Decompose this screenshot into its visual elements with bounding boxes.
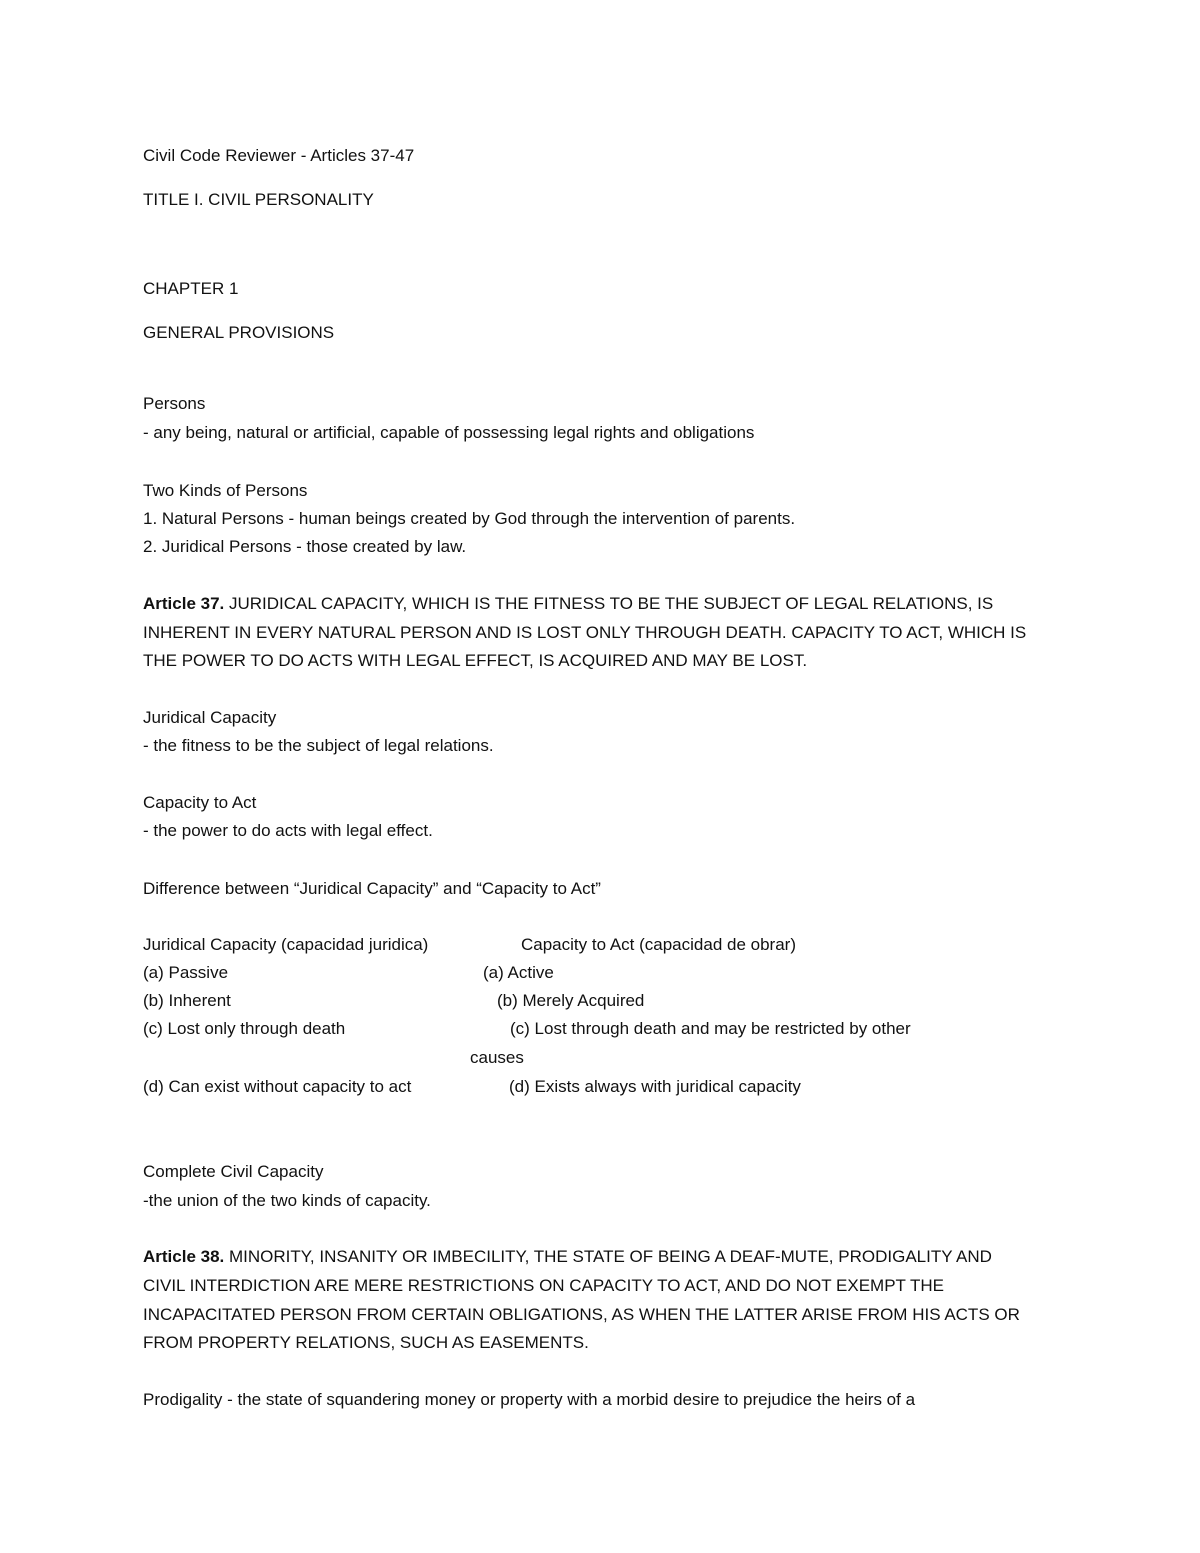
ccc-term: Complete Civil Capacity <box>143 1162 324 1181</box>
compare-right: causes <box>470 1048 524 1067</box>
prodigality-def: Prodigality - the state of squandering money or property with a morbid desire to prejudice the heirs of a <box>143 1390 916 1409</box>
art38-line: CIVIL INTERDICTION ARE MERE RESTRICTIONS ON CAPACITY TO ACT, AND DO NOT EXEMPT THE <box>143 1276 945 1295</box>
art37-line: Article 37. JURIDICAL CAPACITY, WHICH IS THE FITNESS TO BE THE SUBJECT OF LEGAL RELATIONS, IS <box>143 594 994 613</box>
kinds-item: 1. Natural Persons - human beings created by God through the intervention of parents. <box>143 509 796 528</box>
compare-right: (d) Exists always with juridical capacity <box>509 1077 801 1096</box>
art38-line: INCAPACITATED PERSON FROM CERTAIN OBLIGATIONS, AS WHEN THE LATTER ARISE FROM HIS ACTS OR <box>143 1305 1020 1324</box>
kinds-item: 2. Juridical Persons - those created by law. <box>143 537 467 556</box>
art38-line: FROM PROPERTY RELATIONS, SUCH AS EASEMENTS. <box>143 1333 589 1352</box>
cta-def: - the power to do acts with legal effect. <box>143 821 433 840</box>
persons-def: - any being, natural or artificial, capable of possessing legal rights and obligations <box>143 423 755 442</box>
doc-title: Civil Code Reviewer - Articles 37-47 <box>143 146 415 165</box>
title-heading: TITLE I. CIVIL PERSONALITY <box>143 190 374 209</box>
chapter-name: GENERAL PROVISIONS <box>143 323 335 342</box>
compare-right: Capacity to Act (capacidad de obrar) <box>521 935 796 954</box>
compare-left: Juridical Capacity (capacidad juridica) <box>143 935 429 954</box>
kinds-heading: Two Kinds of Persons <box>143 481 308 500</box>
jc-term: Juridical Capacity <box>143 708 277 727</box>
compare-right: (b) Merely Acquired <box>497 991 645 1010</box>
chapter-heading: CHAPTER 1 <box>143 279 239 298</box>
compare-left: (a) Passive <box>143 963 229 982</box>
art38-label: Article 38. <box>143 1247 225 1266</box>
jc-def: - the fitness to be the subject of legal relations. <box>143 736 494 755</box>
ccc-def: -the union of the two kinds of capacity. <box>143 1191 431 1210</box>
art37-line: INHERENT IN EVERY NATURAL PERSON AND IS LOST ONLY THROUGH DEATH. CAPACITY TO ACT, WHICH IS <box>143 623 1027 642</box>
art37-line: THE POWER TO DO ACTS WITH LEGAL EFFECT, IS ACQUIRED AND MAY BE LOST. <box>143 651 808 670</box>
compare-right: (c) Lost through death and may be restricted by other <box>510 1019 911 1038</box>
compare-left: (b) Inherent <box>143 991 231 1010</box>
compare-left: (c) Lost only through death <box>143 1019 346 1038</box>
art38-line: Article 38. MINORITY, INSANITY OR IMBECILITY, THE STATE OF BEING A DEAF-MUTE, PRODIGALITY AND <box>143 1247 992 1266</box>
difference-heading: Difference between “Juridical Capacity” and “Capacity to Act” <box>143 879 601 898</box>
compare-right: (a) Active <box>483 963 554 982</box>
compare-left: (d) Can exist without capacity to act <box>143 1077 412 1096</box>
art37-label: Article 37. <box>143 594 225 613</box>
persons-term: Persons <box>143 394 206 413</box>
cta-term: Capacity to Act <box>143 793 257 812</box>
